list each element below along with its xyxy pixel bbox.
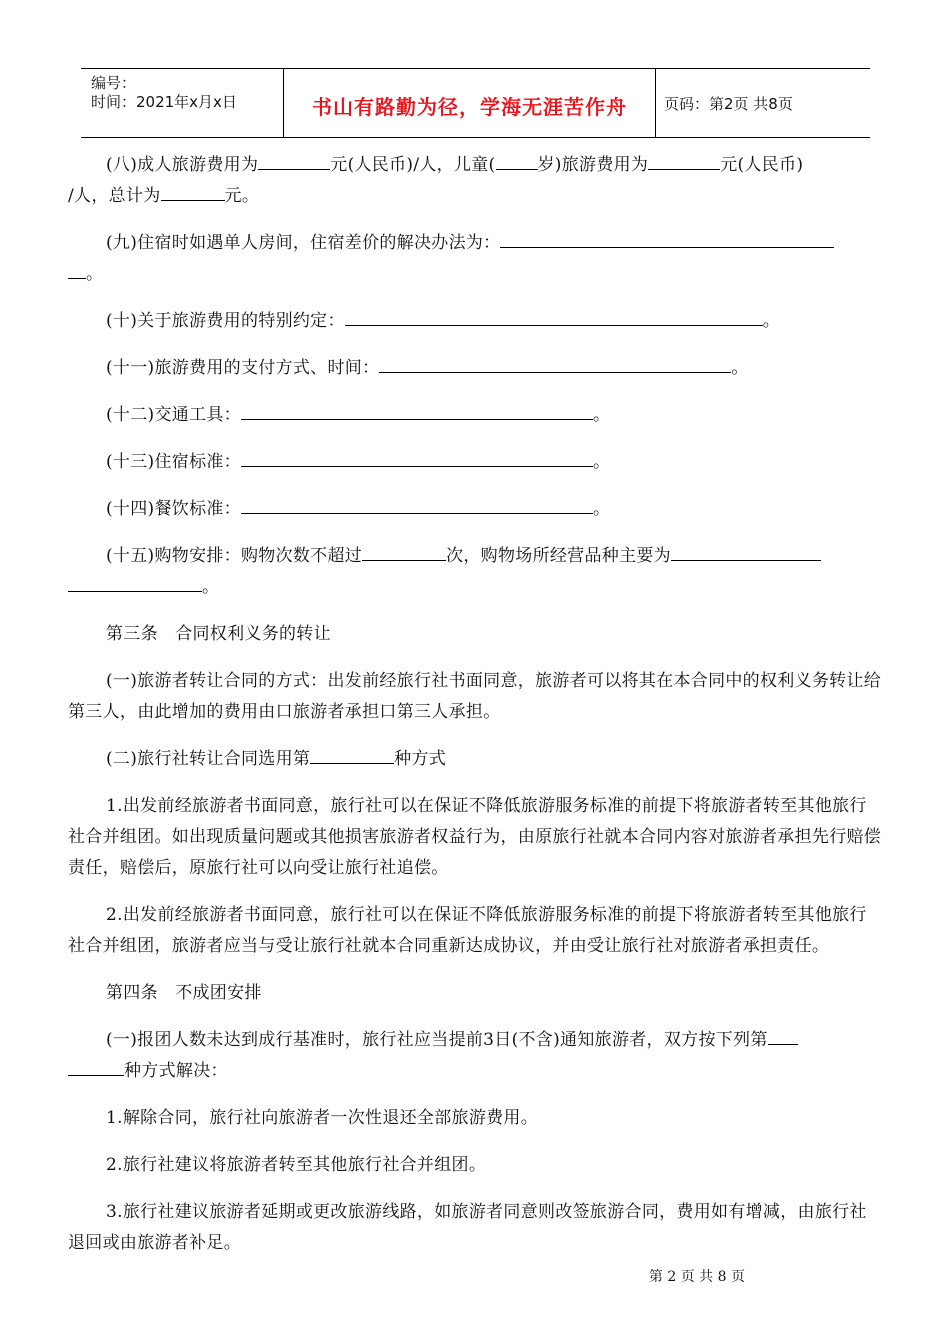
single-room-solution-blank[interactable] (500, 231, 834, 248)
clause-12: (十二)交通工具： 。 (106, 405, 611, 425)
article-4-item-1: (一)报团人数未达到成行基准时，旅行社应当提前3日(不含)通知旅游者，双方按下列第 种方式解决： (68, 1025, 882, 1087)
header-motto-cell (284, 69, 656, 137)
document-number-label: 编号： (91, 74, 137, 92)
no-group-option-blank[interactable] (768, 1028, 798, 1045)
adult-fee-blank[interactable] (258, 153, 330, 170)
page-footer: 第 2 页 共 8 页 (648, 1269, 745, 1285)
clause-9: (九)住宿时如遇单人房间，住宿差价的解决办法为： 。 (68, 228, 882, 290)
article-4-option-3: 3.旅行社建议旅游者延期或更改旅游线路，如旅游者同意则改签旅游合同，费用如有增减，由旅行社退回或由旅游者补足。 (68, 1202, 867, 1253)
special-fee-agreement-blank[interactable] (345, 309, 763, 326)
transport-blank[interactable] (241, 403, 593, 420)
child-age-blank[interactable] (496, 153, 538, 170)
article-3-item-2-option-1: 1.出发前经旅游者书面同意，旅行社可以在保证不降低旅游服务标准的前提下将旅游者转至其他旅行社合并组团。如出现质量问题或其他损害旅游者权益行为，由原旅行社就本合同内容对旅游者承担先行赔偿责任，赔偿后，原旅行社可以向受让旅行社追偿。 (68, 796, 882, 878)
single-room-solution-blank-cont[interactable] (68, 262, 86, 279)
article-3-item-1: (一)旅游者转让合同的方式：出发前经旅行社书面同意，旅游者可以将其在本合同中的权利义务转让给第三人，由此增加的费用由口旅游者承担口第三人承担。 (68, 671, 882, 722)
clause-8-line2: /人，总计为 元。 (68, 186, 260, 206)
header-motto: 书山有路勤为径，学海无涯苦作舟 (312, 95, 627, 119)
header-page-info: 页码：第2页 共8页 (664, 95, 793, 113)
article-3-title: 第三条 合同权利义务的转让 (106, 624, 331, 644)
shopping-goods-blank[interactable] (671, 544, 821, 561)
payment-method-blank[interactable] (379, 356, 731, 373)
child-fee-blank[interactable] (648, 153, 720, 170)
clause-15: (十五)购物安排：购物次数不超过 次，购物场所经营品种主要为 。 (68, 541, 882, 603)
header-page-cell (656, 69, 870, 137)
article-4-title: 第四条 不成团安排 (106, 983, 262, 1003)
document-time-label: 时间：2021年x月x日 (91, 93, 237, 111)
document-body (68, 150, 882, 1259)
page-header (81, 68, 870, 138)
clause-14: (十四)餐饮标准： 。 (106, 499, 611, 519)
accommodation-standard-blank[interactable] (241, 450, 593, 467)
dining-standard-blank[interactable] (241, 497, 593, 514)
article-4-option-1: 1.解除合同，旅行社向旅游者一次性退还全部旅游费用。 (106, 1108, 539, 1128)
clause-13: (十三)住宿标准： 。 (106, 452, 611, 472)
shopping-count-blank[interactable] (362, 544, 446, 561)
clause-10: (十)关于旅游费用的特别约定： 。 (106, 311, 781, 331)
no-group-option-blank-cont[interactable] (68, 1059, 124, 1076)
total-fee-blank[interactable] (161, 184, 225, 201)
article-3-item-2-option-2: 2.出发前经旅游者书面同意，旅行社可以在保证不降低旅游服务标准的前提下将旅游者转至其他旅行社合并组团，旅游者应当与受让旅行社就本合同重新达成协议，并由受让旅行社对旅游者承担责任。 (68, 905, 867, 956)
article-4-option-2: 2.旅行社建议将旅游者转至其他旅行社合并组团。 (106, 1155, 487, 1175)
header-meta-cell (81, 69, 284, 137)
shopping-goods-blank-cont[interactable] (68, 575, 202, 592)
article-3-item-2: (二)旅行社转让合同选用第 种方式 (106, 749, 447, 769)
transfer-option-blank[interactable] (310, 747, 394, 764)
clause-11: (十一)旅游费用的支付方式、时间： 。 (106, 358, 749, 378)
clause-8: (八)成人旅游费用为 元(人民币)/人，儿童( 岁)旅游费用为 元(人民币) /人，总计为 元。 (68, 150, 882, 212)
